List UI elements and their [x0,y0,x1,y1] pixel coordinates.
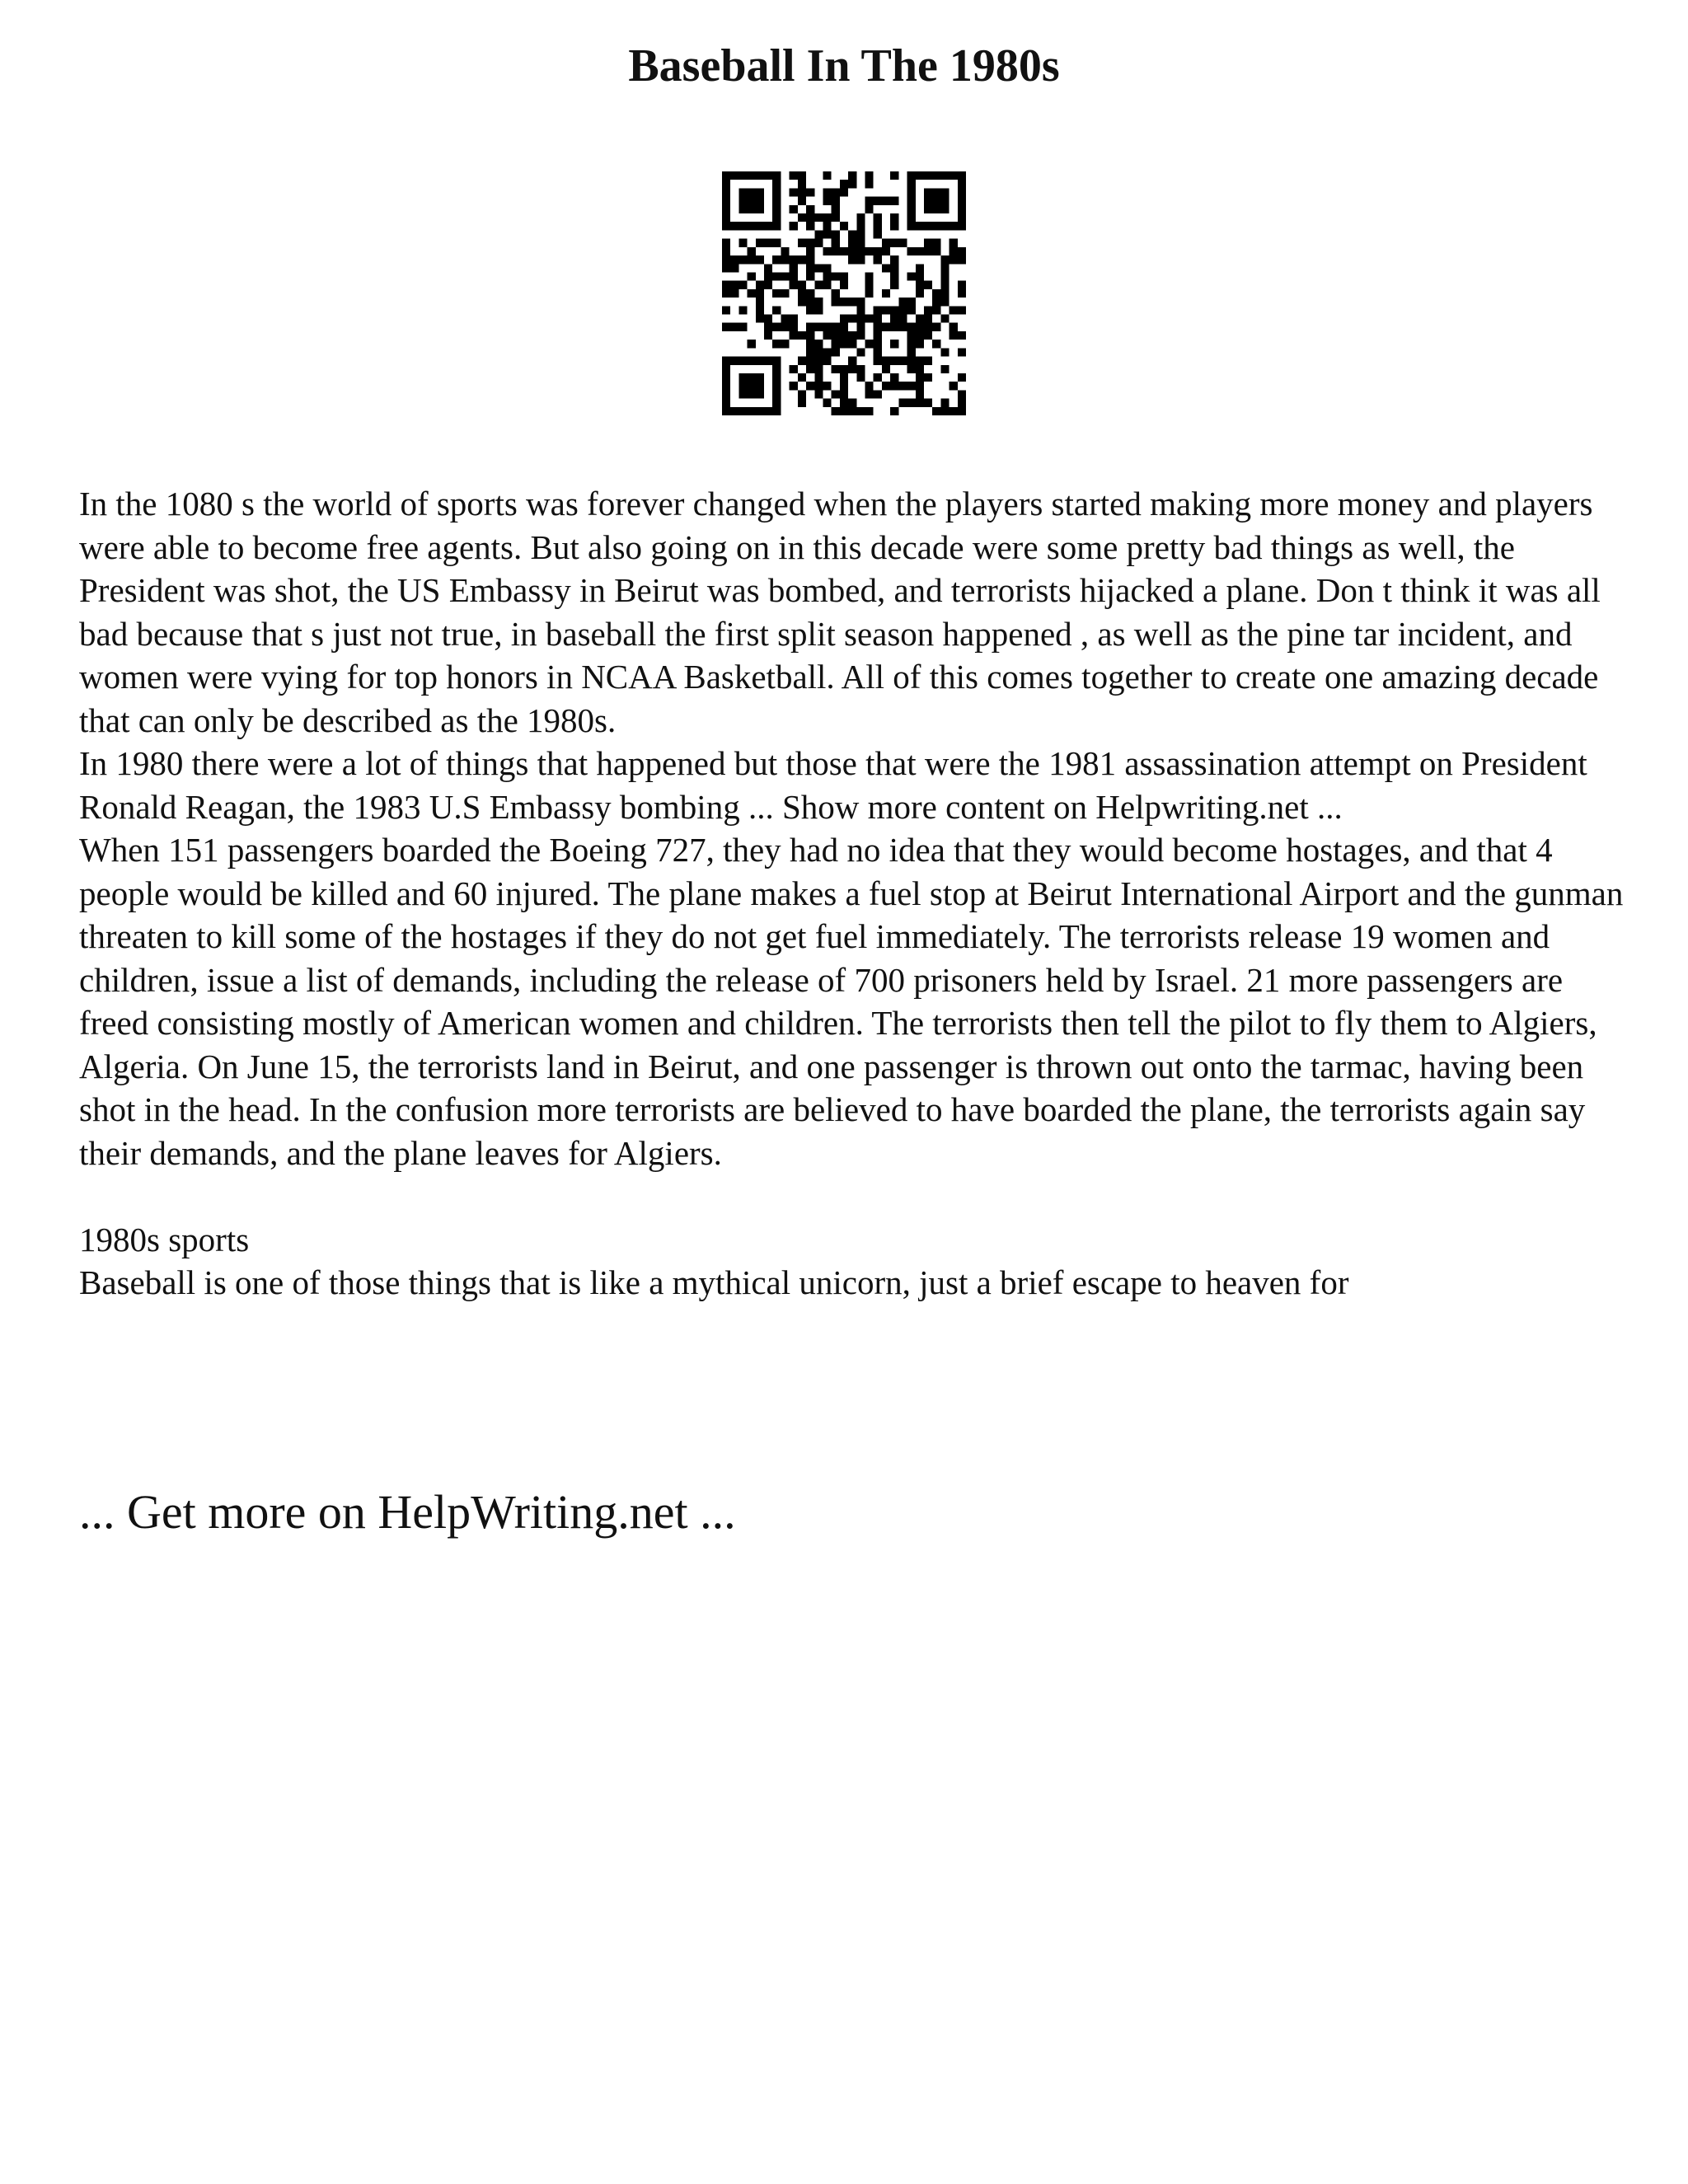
section-heading: 1980s sports [79,1220,250,1258]
article-body [79,482,1629,1305]
page-title: Baseball In The 1980s [628,40,1060,91]
paragraph-hijacking: When 151 passengers boarded the Boeing 727, they had no idea that they would become hostages, and that 4 people would be killed and 60 injured. The plane makes a fuel stop at Beirut International Airport and the gunman threaten to kill some of the hostages if they do not get fuel immediately. The terrorists release 19 women and children, issue a list of demands, including the release of 700 prisoners held by Israel. 21 more passengers are freed consisting mostly of American women and children. The terrorists then tell the pilot to fly them to Algiers, Algeria. On June 15, the terrorists land in Beirut, and one passenger is thrown out onto the tarmac, having been shot in the head. In the confusion more terrorists are believed to have boarded the plane, the terrorists again say their demands, and the plane leaves for Algiers. [79,831,1624,1172]
paragraph-intro: In the 1080 s the world of sports was forever changed when the players started making more money and players were able to become free agents. But also going on in this decade were some pretty bad things as well, the President was shot, the US Embassy in Beirut was bombed, and terrorists hijacked a plane. Don t think it was all bad because that s just not true, in baseball the first split season happened , as well as the pine tar incident, and women were vying for top honors in NCAA Basketball. All of this comes together to create one amazing decade that can only be described as the 1980s. [79,485,1601,739]
qr-code-icon [722,171,966,415]
paragraph-baseball: Baseball is one of those things that is like a mythical unicorn, just a brief escape to heaven for [79,1263,1349,1301]
paragraph-spacer [79,1174,1629,1218]
get-more-link[interactable]: ... Get more on HelpWriting.net ... [79,1485,736,1539]
paragraph-events: In 1980 there were a lot of things that happened but those that were the 1981 assassination attempt on President Ronald Reagan, the 1983 U.S Embassy bombing ... Show more content on Helpwriting.net ... [79,744,1587,826]
